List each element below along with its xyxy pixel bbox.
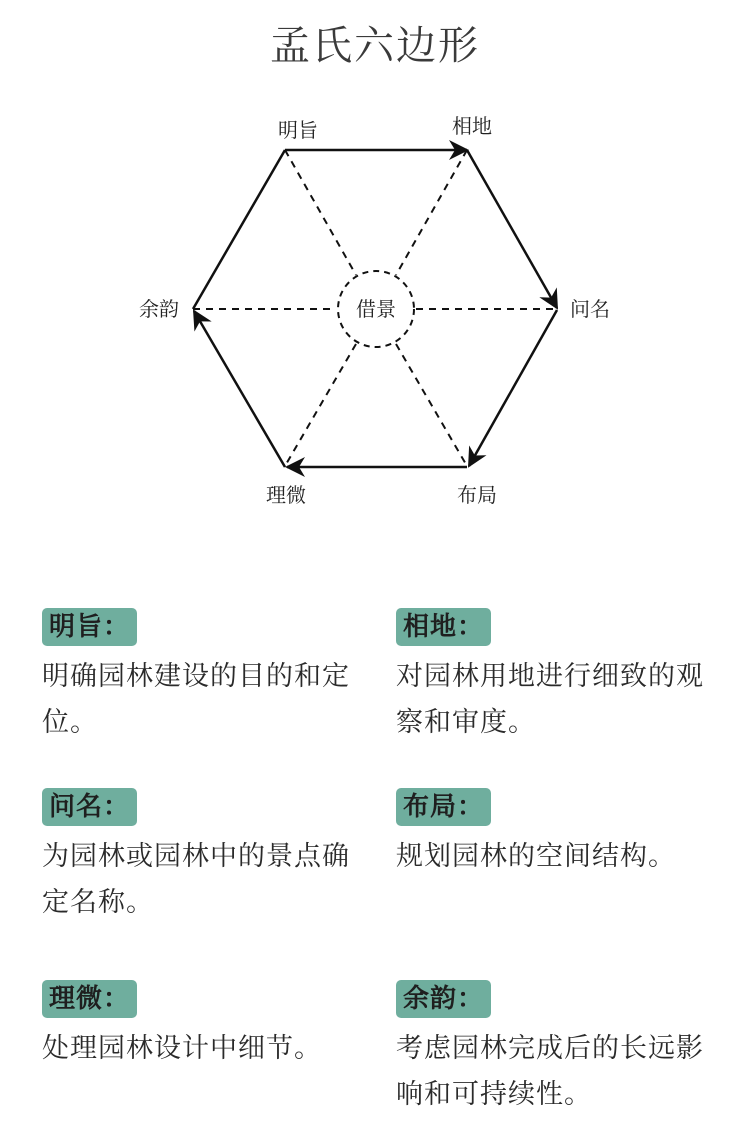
node-label-buju: 布局 xyxy=(457,483,497,507)
dashed-line-xiangdi-liwei-2 xyxy=(285,344,356,466)
node-label-yuyun: 余韵 xyxy=(139,297,179,321)
card-description: 考虑园林完成后的长远影响和可持续性。 xyxy=(396,1033,704,1110)
edge-liwei-yuyun xyxy=(194,311,285,467)
card-tag: 余韵： xyxy=(396,980,491,1018)
center-label: 借景 xyxy=(356,297,396,321)
node-label-mingzhi: 明旨 xyxy=(278,118,318,142)
edge-yuyun-mingzhi xyxy=(193,150,285,309)
dashed-line-mingzhi-buju-2 xyxy=(396,344,467,466)
card-yuyun xyxy=(396,980,716,1118)
card-buju xyxy=(396,788,716,880)
dashed-line-mingzhi-buju xyxy=(285,150,356,275)
edge-xiangdi-wenming xyxy=(467,150,557,308)
card-xiangdi xyxy=(396,608,716,746)
card-description: 对园林用地进行细致的观察和审度。 xyxy=(396,661,704,738)
card-description: 为园林或园林中的景点确定名称。 xyxy=(42,841,350,918)
card-description: 规划园林的空间结构。 xyxy=(396,841,676,872)
card-tag: 理微： xyxy=(42,980,137,1018)
card-wenming xyxy=(42,788,362,926)
dashed-line-xiangdi-liwei xyxy=(396,150,467,275)
edge-wenming-buju xyxy=(469,310,557,466)
page-title: 孟氏六边形 xyxy=(270,23,480,69)
card-tag: 布局： xyxy=(396,788,491,826)
card-description: 明确园林建设的目的和定位。 xyxy=(42,661,350,738)
card-tag: 明旨： xyxy=(42,608,137,646)
card-tag: 相地： xyxy=(396,608,491,646)
node-label-wenming: 问名 xyxy=(570,297,610,321)
node-label-xiangdi: 相地 xyxy=(452,114,492,138)
hexagon-diagram xyxy=(0,0,750,540)
card-liwei xyxy=(42,980,362,1072)
card-mingzhi xyxy=(42,608,362,746)
node-label-liwei: 理微 xyxy=(266,483,306,507)
card-tag: 问名： xyxy=(42,788,137,826)
card-description: 处理园林设计中细节。 xyxy=(42,1033,322,1064)
